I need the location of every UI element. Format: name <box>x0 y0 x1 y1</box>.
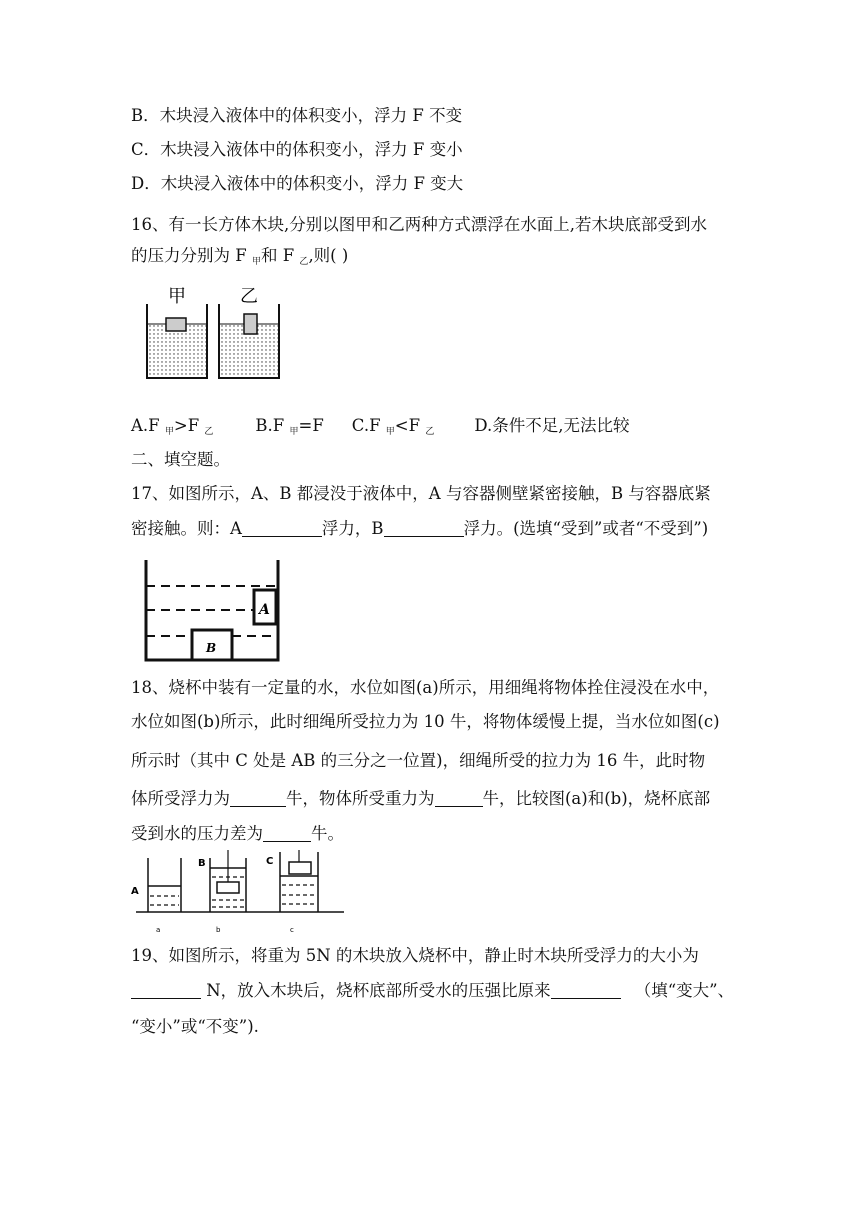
svg-text:B: B <box>206 641 217 655</box>
option-c-prev: C．木块浸入液体中的体积变小，浮力 F 变小 <box>131 140 463 159</box>
svg-text:A: A <box>131 886 139 897</box>
option-b-prev: B．木块浸入液体中的体积变小，浮力 F 不变 <box>131 106 463 125</box>
q18-line1: 18、烧杯中装有一定量的水，水位如图(a)所示，用细绳将物体拴住浸没在水中， <box>131 678 720 697</box>
q17-line2: 密接触。则：A 浮力，B 浮力。(选填“受到”或者“不受到”) <box>131 519 709 538</box>
svg-text:C: C <box>266 856 274 867</box>
q18-line5: 受到水的压力差为 牛。 <box>131 824 344 843</box>
q17-figure <box>140 556 286 664</box>
label-yi: 乙 <box>240 286 258 307</box>
q17-line1: 17、如图所示，A、B 都浸没于液体中，A 与容器侧壁紧密接触，B 与容器底紧 <box>131 484 711 503</box>
q18-line2: 水位如图(b)所示，此时细绳所受拉力为 10 牛，将物体缓慢上提，当水位如图(c) <box>131 712 720 731</box>
svg-text:A: A <box>259 602 270 618</box>
q19-line1: 19、如图所示，将重为 5N 的木块放入烧杯中，静止时木块所受浮力的大小为 <box>131 946 699 965</box>
q16-options: A.F $_甲$>F $_乙$ B.F $_甲$=F C.F $_甲$<F $_乙$ D.条件不足,无法比较 <box>131 416 630 437</box>
q18-figure <box>128 850 348 934</box>
q16-figure <box>136 284 296 386</box>
q19-line3: “变小”或“不变”). <box>131 1017 259 1036</box>
svg-text:a: a <box>156 926 161 934</box>
q16-line1: 16、有一长方体木块,分别以图甲和乙两种方式漂浮在水面上,若木块底部受到水 <box>131 215 707 234</box>
q19-line2: N，放入木块后，烧杯底部所受水的压强比原来 （填“变大”、 <box>131 979 734 1003</box>
section-title: 二、填空题。 <box>131 450 230 469</box>
svg-text:B: B <box>198 858 206 869</box>
option-d-prev: D．木块浸入液体中的体积变小，浮力 F 变大 <box>131 174 464 193</box>
svg-text:c: c <box>290 926 294 934</box>
svg-text:b: b <box>216 926 221 934</box>
label-jia: 甲 <box>168 286 186 307</box>
q18-line3: 所示时（其中 C 处是 AB 的三分之一位置)，细绳所受的拉力为 16 牛，此时物 <box>131 751 706 770</box>
q18-line4: 体所受浮力为 牛，物体所受重力为 牛，比较图(a)和(b)，烧杯底部 <box>131 789 711 808</box>
block-yi <box>244 314 257 334</box>
block-jia <box>166 318 186 331</box>
q16-line2: 的压力分别为 F $_甲$和 F $_乙$,则( ) <box>131 246 349 267</box>
